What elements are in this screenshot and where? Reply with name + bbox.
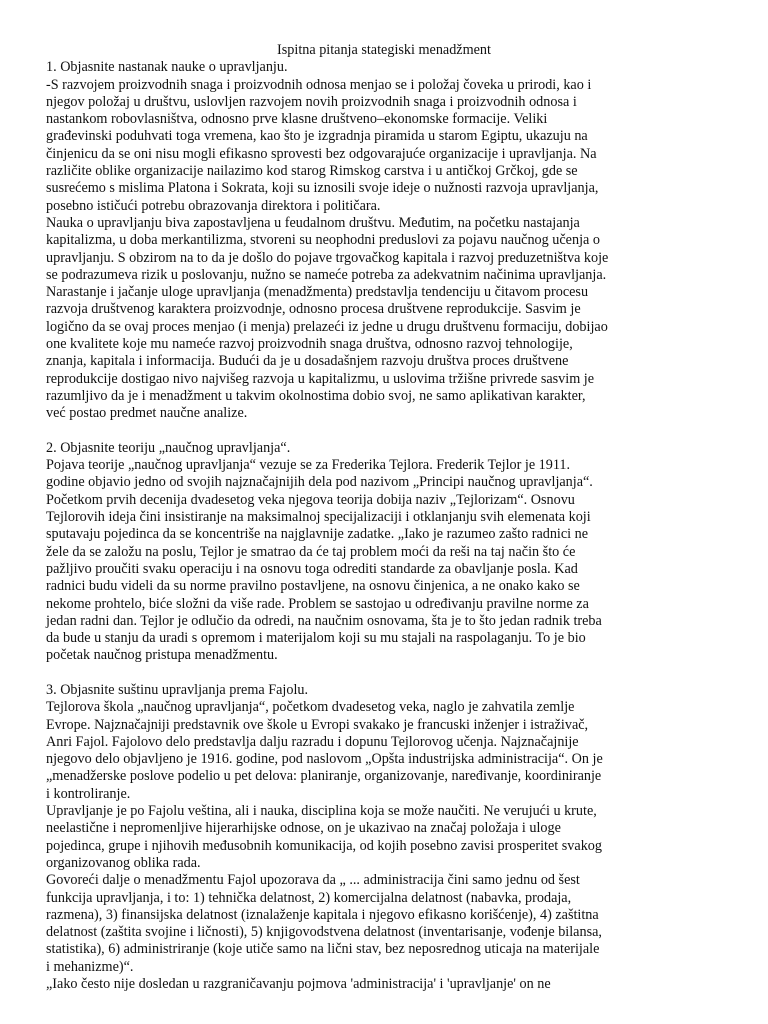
document-body (46, 59, 722, 993)
text-line: i mehanizme)“. (46, 958, 134, 975)
text-line: nastankom robovlasništva, odnosno prve klasne društveno–ekonomske formacije. Veliki (46, 111, 548, 128)
question-heading: 1. Objasnite nastanak nauke o upravljanju. (46, 59, 288, 76)
text-line: „menadžerske poslove podelio u pet delova: planiranje, organizovanje, naređivanje, koordiniranje (46, 768, 602, 785)
text-line: se podrazumeva rizik u poslovanju, nužno se nameće potreba za adekvatnim načinima upravljanja. (46, 266, 607, 283)
text-line: njegov položaj u društvu, uslovljen razvojem novih proizvodnih snaga i proizvodnih odnosa i (46, 93, 577, 110)
text-line: građevinski poduhvati toga vremena, kao što je izgradnja piramida u starom Egiptu, ukazuju na (46, 128, 588, 145)
text-line: žele da se založu na poslu, Tejlor je smatrao da će taj problem moći da reši na taj način što će (46, 543, 576, 560)
text-line: njegovo delo objavljeno je 1916. godine, pod naslovom „Opšta industrijska administracija“. On je (46, 751, 603, 768)
text-line: organizovanog oblika rada. (46, 854, 201, 871)
text-line: funkcija upravljanja, i to: 1) tehnička delatnost, 2) komercijalna delatnost (nabavka, prodaja, (46, 889, 572, 906)
text-line: Evrope. Najznačajniji predstavnik ove škole u Evropi svakako je francuski inženjer i istraživač, (46, 716, 589, 733)
text-line: Tejlorovih ideja čini insistiranje na maksimalnoj specijalizaciji i otklanjanju svih elemenata koji (46, 509, 591, 526)
text-line: reprodukcije dostigao nivo najvišeg razvoja u kapitalizmu, u uslovima tržišne privrede sasvim je (46, 370, 595, 387)
section-2 (46, 440, 722, 665)
text-line: i kontroliranje. (46, 785, 131, 802)
text-line: upravljanju. S obzirom na to da je došlo do pojave trgovačkog kapitala i razvoj preduzetništva koje (46, 249, 609, 266)
text-line: susrećemo s mislima Platona i Sokrata, koji su iznosili svoje ideje o nužnosti razvoja upravljanja, (46, 180, 599, 197)
text-line: znanja, kapitala i informacija. Budući da je u dosadašnjem razvoju društva proces društvene (46, 353, 569, 370)
section-gap (46, 423, 722, 440)
section-1 (46, 59, 722, 422)
text-line: posebno ističući potrebu obrazovanja direktora i političara. (46, 197, 381, 214)
document-page (46, 42, 722, 993)
text-line: Pojava teorije „naučnog upravljanja“ vezuje se za Frederika Tejlora. Frederik Tejlor je 1911. (46, 457, 571, 474)
text-line: „Iako često nije dosledan u razgraničavanju pojmova 'administracija' i 'upravljanje' on ne (46, 976, 551, 993)
text-line: da bude u stanju da uradi s opremom i materijalom koji su mu stajali na raspolaganju. To je bio (46, 630, 586, 647)
text-line: jedan radni dan. Tejlor je odlučio da odredi, na naučnim osnovama, šta je to što jedan radnik treba (46, 612, 602, 629)
text-line: statistika), 6) administriranje (koje utiče samo na lični stav, bez neposrednog uticaja na materijale (46, 941, 600, 958)
section-gap (46, 665, 722, 682)
text-line: -S razvojem proizvodnih snaga i proizvodnih odnosa menjao se i položaj čoveka u prirodi, kao i (46, 76, 592, 93)
text-line: sputavaju pojedinca da se koncentriše na najglavnije zadatke. „Iako je razumeo zašto radnici ne (46, 526, 589, 543)
text-line: logično da se ovaj proces menjao (i menja) prelazeći iz jedne u drugu društvenu formaciju, dobijao (46, 318, 608, 335)
text-line: razvoja društvenog karaktera proizvodnje, odnosno procesa društvene reprodukcije. Sasvim je (46, 301, 581, 318)
document-title: Ispitna pitanja stategiski menadžment (277, 42, 491, 58)
section-3 (46, 682, 722, 993)
text-line: različite oblike organizacije nailazimo kod starog Rimskog carstva i u antičkoj Grčkoj, gde se (46, 163, 578, 180)
text-line: neelastične i nepromenljive hijerarhijske odnose, on je ukazivao na značaj položaja i uloge (46, 820, 561, 837)
text-line: nekome prohtelo, biće složni da više rade. Problem se sastojao u određivanju pravilne norme za (46, 595, 589, 612)
text-line: Početkom prvih decenija dvadesetog veka njegova teorija dobija naziv „Tejlorizam“. Osnovu (46, 491, 575, 508)
text-line: Tejlorova škola „naučnog upravljanja“, početkom dvadesetog veka, naglo je zahvatila zemlje (46, 699, 575, 716)
text-line: Anri Fajol. Fajolovo delo predstavlja dalju razradu i dopunu Tejlorovog učenja. Najznačajnije (46, 733, 579, 750)
text-line: one kvalitete koje mu nameće razvoj proizvodnih snaga društva, odnosno razvoj tehnologije, (46, 336, 573, 353)
text-line: Upravljanje je po Fajolu veština, ali i nauka, disciplina koja se može naučiti. Ne verujući u krute, (46, 803, 597, 820)
text-line: kapitalizma, u doba merkantilizma, stvoreni su neophodni preduslovi za pojavu naučnog učenja o (46, 232, 600, 249)
text-line: pojedinca, grupe i njihovih međusobnih komunikacija, od kojih posebno zavisi prosperitet svakog (46, 837, 602, 854)
text-line: početak naučnog pristupa menadžmentu. (46, 647, 278, 664)
text-line: radnici budu videli da su norme pravilno postavljene, na osnovu činjenica, a ne onako kako se (46, 578, 580, 595)
text-line: delatnost (zaštita svojine i ličnosti), 5) knjigovodstvena delatnost (inventarisanje, vođenje bilansa, (46, 924, 602, 941)
question-heading: 2. Objasnite teoriju „naučnog upravljanja“. (46, 439, 291, 456)
text-line: Govoreći dalje o menadžmentu Fajol upozorava da „ ... administracija čini samo jednu od šest (46, 872, 580, 889)
text-line: pažljivo proučiti svaku operaciju i na osnovu toga odrediti standarde za obavljanje posla. Kad (46, 560, 578, 577)
text-line: već postao predmet naučne analize. (46, 405, 248, 422)
text-line: Nauka o upravljanju biva zapostavljena u feudalnom društvu. Međutim, na početku nastajanja (46, 214, 580, 231)
text-line: razumljivo da je i menadžment u takvim okolnostima dobio svoj, ne samo aplikativan karakter, (46, 387, 586, 404)
question-heading: 3. Objasnite suštinu upravljanja prema Fajolu. (46, 681, 309, 698)
text-line: godine objavio jedno od svojih najznačajnijih dela pod nazivom „Principi naučnog upravljanja“. (46, 474, 593, 491)
text-line: činjenicu da se oni nisu mogli efikasno sprovesti bez odgovarajuće organizacije i upravljanja. Na (46, 145, 597, 162)
text-line: Narastanje i jačanje uloge upravljanja (menadžmenta) predstavlja tendenciju u čitavom procesu (46, 284, 589, 301)
text-line: razmena), 3) finansijska delatnost (iznalaženje kapitala i njegovo efikasno korišćenje), 4) zaštitna (46, 906, 599, 923)
